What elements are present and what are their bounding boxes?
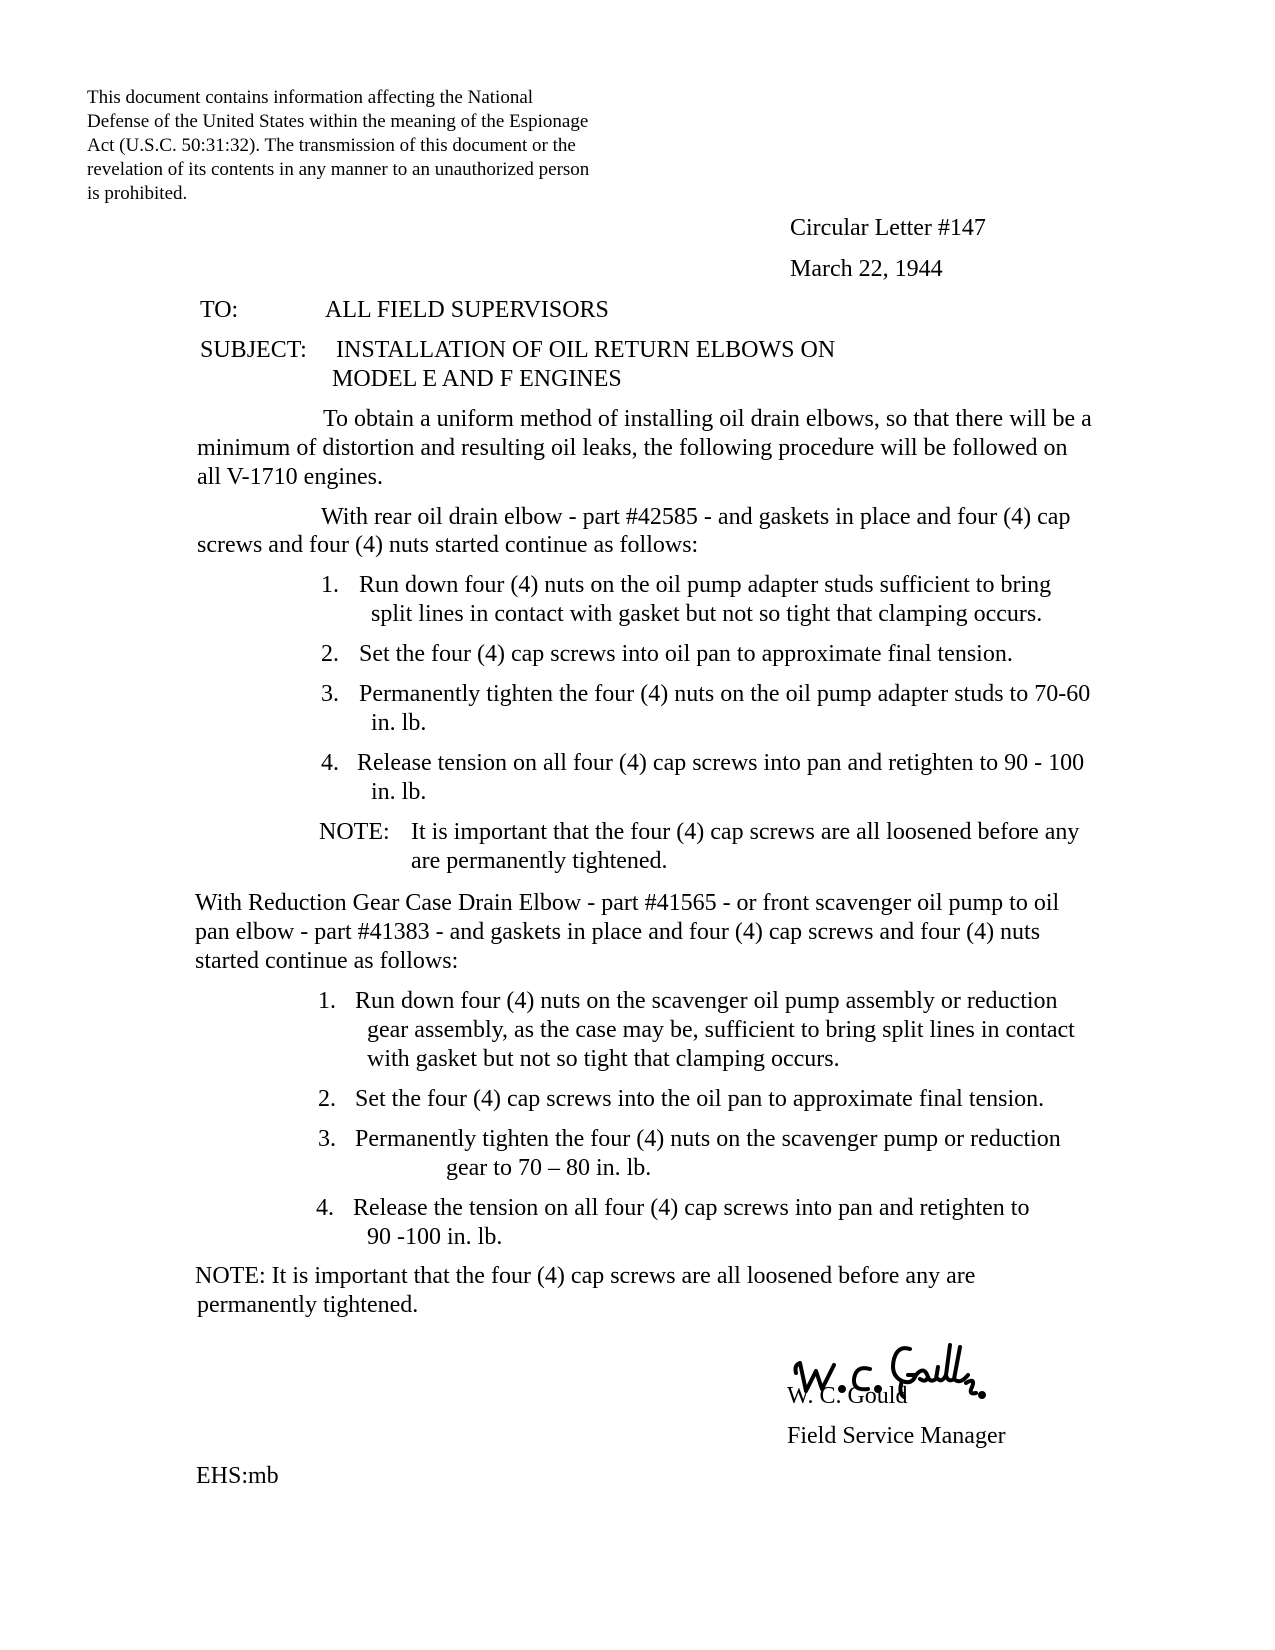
subject-line: MODEL E AND F ENGINES [332, 366, 622, 392]
step-text: in. lb. [371, 710, 427, 736]
front-paragraph-line: started continue as follows: [195, 948, 459, 974]
notice-line: revelation of its contents in any manner to an unauthorized person [87, 159, 590, 180]
front-paragraph-line: With Reduction Gear Case Drain Elbow - part #41565 - or front scavenger oil pump to oil [195, 890, 1060, 916]
step-text: split lines in contact with gasket but not so tight that clamping occurs. [371, 601, 1043, 627]
note-text: It is important that the four (4) cap screws are all loosened before any [411, 819, 1080, 845]
notice-line: Act (U.S.C. 50:31:32). The transmission of this document or the [87, 135, 576, 156]
intro-line: minimum of distortion and resulting oil leaks, the following procedure will be followed on [197, 435, 1068, 461]
step-text: Release the tension on all four (4) cap screws into pan and retighten to [353, 1195, 1030, 1221]
note-text: are permanently tightened. [411, 848, 668, 874]
signer-name: W. C. Gould [787, 1383, 908, 1409]
notice-line: Defense of the United States within the meaning of the Espionage [87, 111, 589, 132]
letter-date: March 22, 1944 [790, 256, 943, 282]
intro-line: To obtain a uniform method of installing oil drain elbows, so that there will be a [323, 406, 1092, 432]
rear-paragraph-line: screws and four (4) nuts started continue as follows: [197, 532, 699, 558]
step-text: Release tension on all four (4) cap screws into pan and retighten to 90 - 100 [357, 750, 1085, 776]
step-text: Run down four (4) nuts on the scavenger oil pump assembly or reduction [355, 988, 1058, 1014]
step-number: 4. [316, 1195, 334, 1221]
step-text: Permanently tighten the four (4) nuts on the oil pump adapter studs to 70-60 [359, 681, 1091, 707]
note-text: permanently tightened. [197, 1292, 419, 1318]
subject-line: INSTALLATION OF OIL RETURN ELBOWS ON [336, 337, 836, 363]
step-text: gear assembly, as the case may be, sufficient to bring split lines in contact [367, 1017, 1075, 1043]
step-text: with gasket but not so tight that clamping occurs. [367, 1046, 840, 1072]
front-paragraph-line: pan elbow - part #41383 - and gaskets in place and four (4) cap screws and four (4) nuts [195, 919, 1041, 945]
circular-number: Circular Letter #147 [790, 215, 986, 241]
rear-paragraph-line: With rear oil drain elbow - part #42585 - and gaskets in place and four (4) cap [321, 504, 1071, 530]
step-text: Run down four (4) nuts on the oil pump adapter studs sufficient to bring [359, 572, 1052, 598]
step-text: in. lb. [371, 779, 427, 805]
step-number: 3. [321, 681, 339, 707]
note-label: NOTE: [319, 819, 390, 845]
step-text: 90 -100 in. lb. [367, 1224, 503, 1250]
notice-line: is prohibited. [87, 183, 188, 204]
step-text: Permanently tighten the four (4) nuts on the scavenger pump or reduction [355, 1126, 1061, 1152]
note-text: NOTE: It is important that the four (4) cap screws are all loosened before any are [195, 1263, 976, 1289]
step-number: 1. [318, 988, 336, 1014]
notice-line: This document contains information affecting the National [87, 87, 534, 108]
step-text: Set the four (4) cap screws into the oil pan to approximate final tension. [355, 1086, 1045, 1112]
to-value: ALL FIELD SUPERVISORS [325, 297, 609, 323]
intro-line: all V-1710 engines. [197, 464, 383, 490]
step-number: 1. [321, 572, 339, 598]
step-number: 3. [318, 1126, 336, 1152]
step-number: 2. [318, 1086, 336, 1112]
typist-initials: EHS:mb [196, 1463, 279, 1489]
signer-title: Field Service Manager [787, 1423, 1006, 1449]
step-text: gear to 70 – 80 in. lb. [446, 1155, 652, 1181]
step-number: 2. [321, 641, 339, 667]
to-label: TO: [200, 297, 239, 323]
step-text: Set the four (4) cap screws into oil pan to approximate final tension. [359, 641, 1013, 667]
security-notice [87, 86, 589, 206]
step-number: 4. [321, 750, 339, 776]
subject-label: SUBJECT: [200, 337, 307, 363]
